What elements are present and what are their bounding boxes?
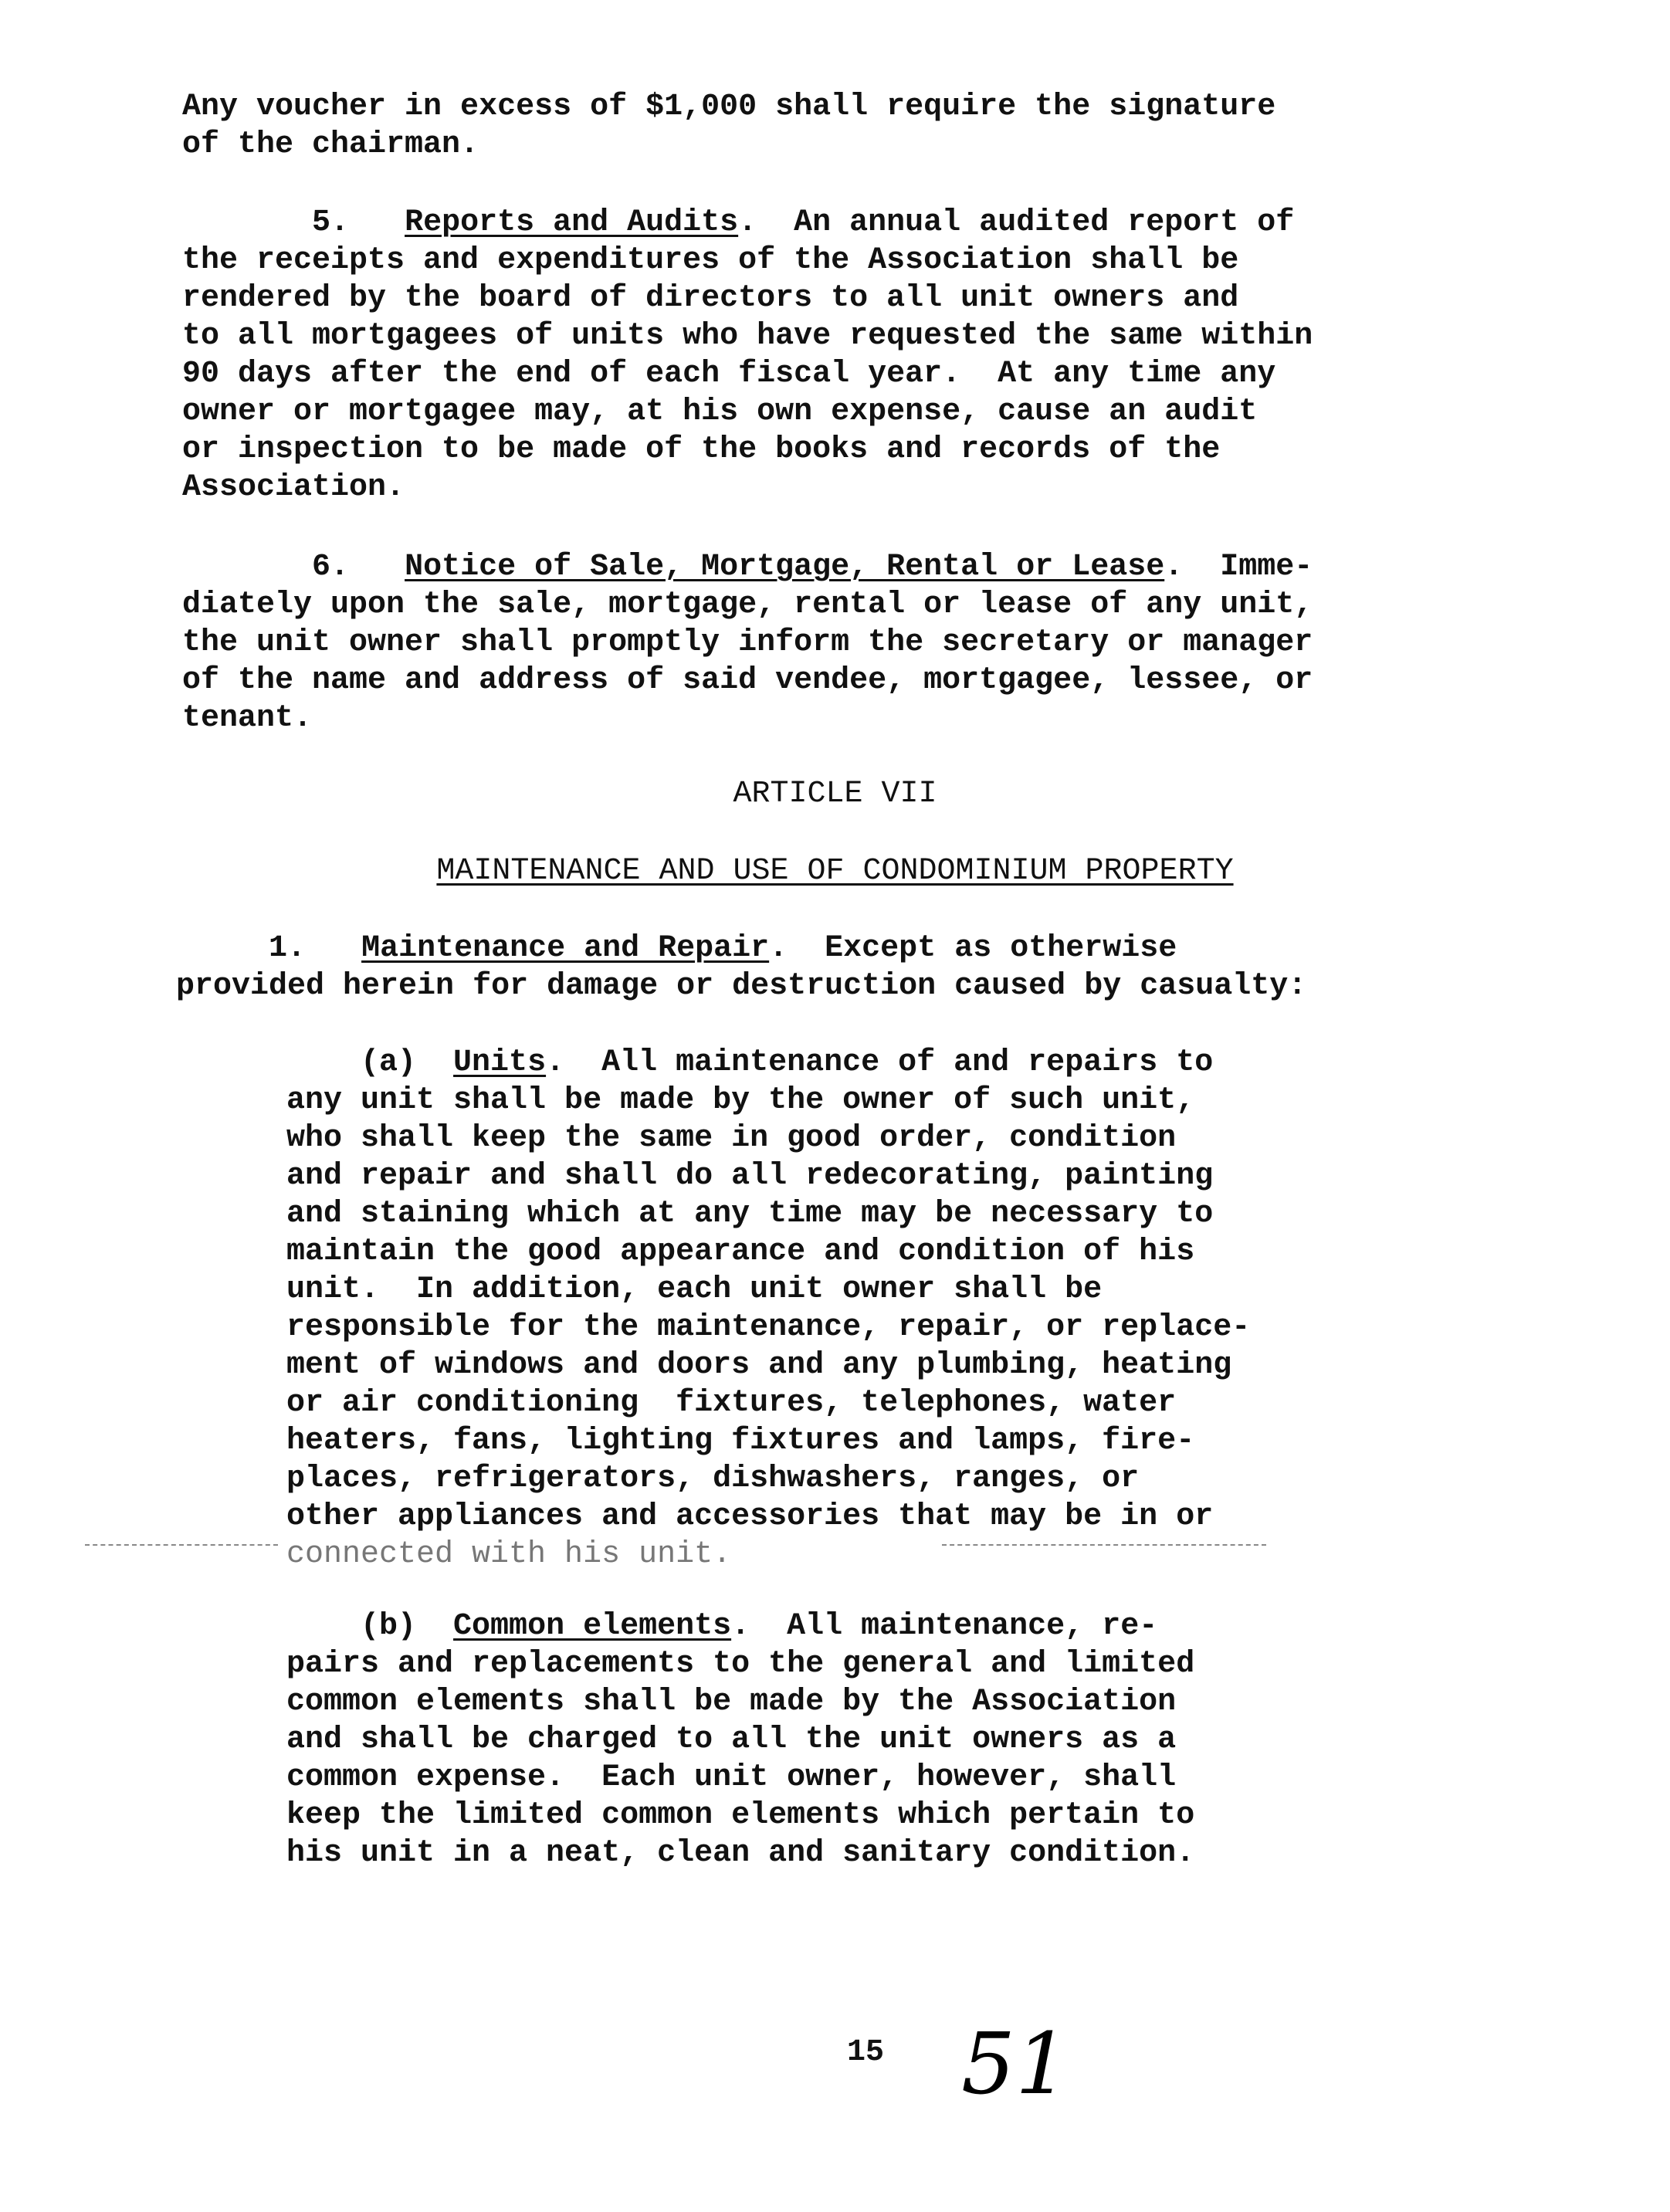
section-6-line-1: . Imme- [1164, 550, 1313, 584]
paragraph-a-line-2: any unit shall be made by the owner of such unit, [286, 1083, 1195, 1118]
paragraph-a-line-9: ment of windows and doors and any plumbing, heating [286, 1348, 1232, 1383]
paragraph-a [286, 1044, 1250, 1573]
paragraph-b [286, 1607, 1194, 1872]
paragraph-b-line-2: pairs and replacements to the general and limited [286, 1647, 1195, 1682]
section-6-number: 6. [312, 550, 350, 584]
article-title: MAINTENANCE AND USE OF CONDOMINIUM PROPERTY [436, 854, 1234, 889]
section-6-line-3: the unit owner shall promptly inform the secretary or manager [182, 625, 1313, 660]
paragraph-a-line-7: unit. In addition, each unit owner shall be [286, 1272, 1103, 1307]
page-number: 15 [847, 2035, 885, 2070]
paragraph-a-line-6: maintain the good appearance and condition of his [286, 1235, 1195, 1269]
paragraph-b-line-1: . All maintenance, re- [731, 1609, 1158, 1644]
section-6-line-4: of the name and address of said vendee, mortgagee, lessee, or [182, 663, 1313, 698]
section-1-paragraph [176, 930, 1306, 1005]
intro-line-1: Any voucher in excess of $1,000 shall require the signature [182, 90, 1276, 124]
intro-line-2: of the chairman. [182, 127, 479, 162]
section-6-heading: Notice of Sale, Mortgage, Rental or Lease [405, 550, 1165, 584]
handwritten-page-number: 51 [961, 2014, 1069, 2113]
section-5-line-3: rendered by the board of directors to all unit owners and [182, 281, 1239, 316]
section-5-line-2: the receipts and expenditures of the Association shall be [182, 243, 1239, 278]
article-title-row [0, 852, 1670, 890]
paragraph-a-line-3: who shall keep the same in good order, condition [286, 1121, 1177, 1156]
section-6-line-2: diately upon the sale, mortgage, rental or lease of any unit, [182, 588, 1313, 622]
section-1-number: 1. [269, 931, 307, 966]
paragraph-a-line-10: or air conditioning fixtures, telephones, water [286, 1386, 1177, 1421]
paragraph-a-line-13: other appliances and accessories that may be in or [286, 1499, 1214, 1534]
section-1-line-1: . Except as otherwise [769, 931, 1177, 966]
paragraph-b-line-7: his unit in a neat, clean and sanitary condition. [286, 1836, 1195, 1871]
section-5-paragraph [182, 204, 1313, 506]
intro-paragraph [182, 88, 1275, 164]
paragraph-a-line-5: and staining which at any time may be necessary to [286, 1197, 1214, 1231]
section-5-line-1: . An annual audited report of [738, 205, 1295, 240]
paragraph-a-line-4: and repair and shall do all redecorating, painting [286, 1159, 1214, 1194]
paragraph-b-line-3: common elements shall be made by the Association [286, 1685, 1177, 1719]
section-5-line-7: or inspection to be made of the books and records of the [182, 432, 1221, 467]
paragraph-b-line-5: common expense. Each unit owner, however, shall [286, 1760, 1177, 1795]
section-5-line-8: Association. [182, 470, 405, 505]
section-1-heading: Maintenance and Repair [361, 931, 770, 966]
section-1-line-2: provided herein for damage or destruction caused by casualty: [176, 969, 1307, 1004]
paragraph-a-line-1: . All maintenance of and repairs to [546, 1045, 1214, 1080]
article-number: ARTICLE VII [733, 777, 937, 811]
scan-artifact-left [85, 1544, 278, 1546]
scan-artifact-right [942, 1544, 1266, 1546]
paragraph-a-line-14: connected with his unit. [286, 1537, 732, 1572]
section-5-line-4: to all mortgagees of units who have requested the same within [182, 319, 1313, 354]
section-6-paragraph [182, 548, 1313, 737]
section-5-line-6: owner or mortgagee may, at his own expense, cause an audit [182, 395, 1258, 429]
section-6-line-5: tenant. [182, 701, 313, 736]
section-5-number: 5. [312, 205, 350, 240]
paragraph-a-label: (a) [361, 1045, 417, 1080]
paragraph-a-line-11: heaters, fans, lighting fixtures and lamps, fire- [286, 1424, 1195, 1458]
paragraph-b-line-6: keep the limited common elements which pertain to [286, 1798, 1195, 1833]
paragraph-a-line-12: places, refrigerators, dishwashers, ranges, or [286, 1462, 1140, 1496]
paragraph-a-heading: Units [453, 1045, 547, 1080]
paragraph-a-line-8: responsible for the maintenance, repair, or replace- [286, 1310, 1251, 1345]
paragraph-b-label: (b) [361, 1609, 417, 1644]
section-5-heading: Reports and Audits [405, 205, 739, 240]
paragraph-b-line-4: and shall be charged to all the unit owners as a [286, 1723, 1177, 1757]
paragraph-b-heading: Common elements [453, 1609, 732, 1644]
section-5-line-5: 90 days after the end of each fiscal year. At any time any [182, 357, 1276, 391]
